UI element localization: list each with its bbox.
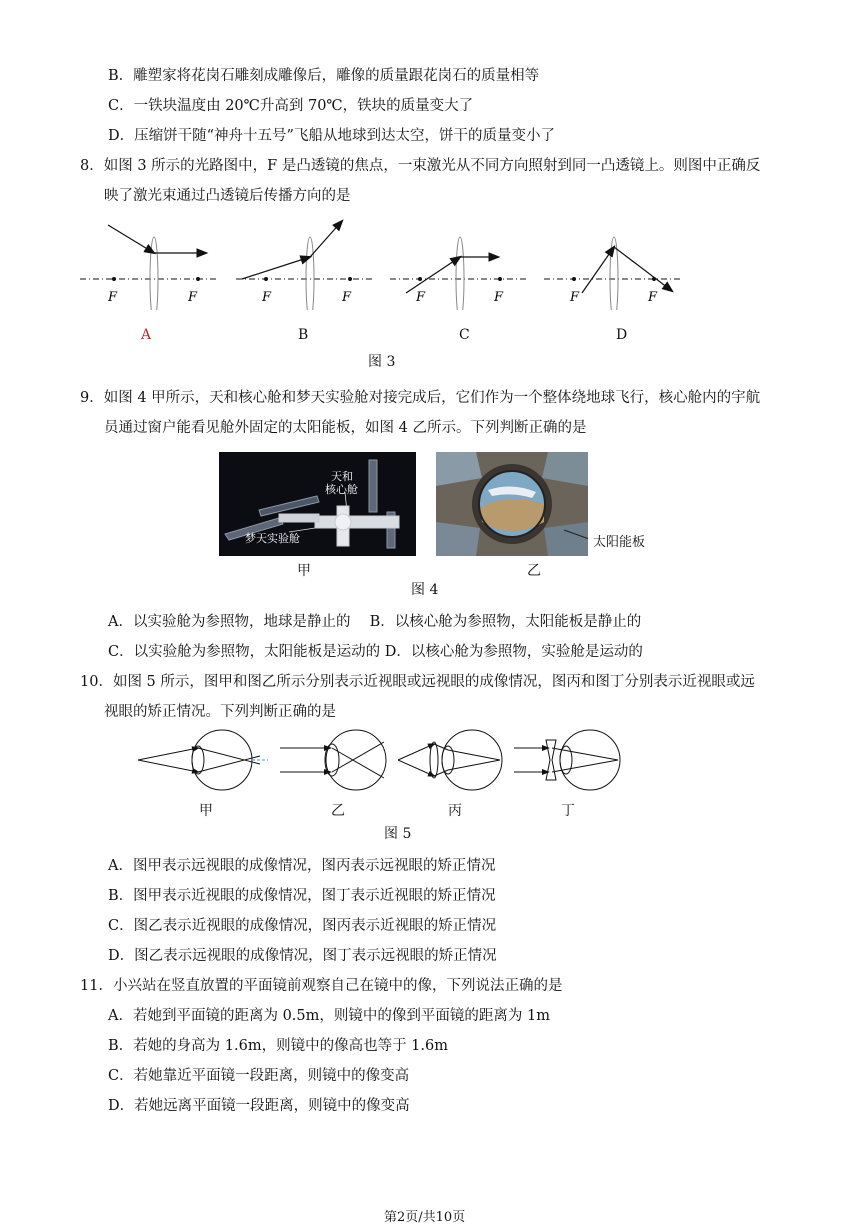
q10-stem-line2: 视眼的矫正情况。下列判断正确的是: [104, 704, 336, 720]
eye-diagram-bing: [398, 730, 502, 790]
lens-diagram-a: [80, 225, 218, 310]
eye-diagram-ding: [514, 730, 620, 790]
eye-diagram-jia: [138, 730, 268, 790]
focal-label: F: [188, 290, 198, 305]
q9-stem-line1: 9．如图 4 甲所示，天和核心舱和梦天实验舱对接完成后，它们作为一个整体绕地球飞行，核心舱内的宇航: [80, 390, 761, 406]
q9-options-line1: A．以实验舱为参照物，地球是静止的 B．以核心舱为参照物，太阳能板是静止的: [108, 614, 642, 630]
option-label-a: A: [141, 327, 152, 343]
focal-label: F: [570, 290, 580, 305]
q11-option-c: C．若她靠近平面镜一段距离，则镜中的像变高: [108, 1068, 410, 1084]
option-label-b: B: [298, 327, 309, 343]
focal-label: F: [648, 290, 658, 305]
eye-caption-jia: 甲: [199, 803, 213, 819]
focal-label: F: [342, 290, 352, 305]
eye-caption-ding: 丁: [561, 803, 575, 819]
lens-diagram-d: [544, 237, 682, 310]
option-label-c: C: [459, 327, 470, 343]
figure-5-caption: 图 5: [384, 826, 412, 842]
focal-label: F: [262, 290, 272, 305]
figure-3-caption: 图 3: [368, 354, 396, 370]
q7-option-b: B．雕塑家将花岗石雕刻成雕像后，雕像的质量跟花岗石的质量相等: [108, 68, 540, 84]
eye-diagram-yi: [280, 730, 386, 790]
figure-4-caption: 图 4: [411, 582, 439, 598]
q9-stem-line2: 员通过窗户能看见舱外固定的太阳能板，如图 4 乙所示。下列判断正确的是: [104, 420, 587, 436]
figure-5-eye-diagrams: [134, 728, 624, 794]
q8-stem-line2: 映了激光束通过凸透镜后传播方向的是: [104, 188, 351, 204]
photo-b-caption: 乙: [527, 563, 541, 579]
photo-a-caption: 甲: [297, 563, 311, 579]
focal-label: F: [494, 290, 504, 305]
q11-option-d: D．若她远离平面镜一段距离，则镜中的像变高: [108, 1098, 410, 1114]
option-label-d: D: [616, 327, 628, 343]
eye-caption-yi: 乙: [331, 803, 345, 819]
cupola-window-photo: [436, 452, 588, 556]
q11-option-b: B．若她的身高为 1.6m，则镜中的像高也等于 1.6m: [108, 1038, 448, 1054]
q11-option-a: A．若她到平面镜的距离为 0.5m，则镜中的像到平面镜的距离为 1m: [108, 1008, 550, 1024]
q10-option-c: C．图乙表示近视眼的成像情况，图丙表示近视眼的矫正情况: [108, 918, 497, 934]
q10-option-d: D．图乙表示远视眼的成像情况，图丁表示远视眼的矫正情况: [108, 948, 497, 964]
eye-caption-bing: 丙: [448, 803, 462, 819]
lens-diagram-b: [236, 221, 374, 310]
page-number: 第2页/共10页: [384, 1210, 466, 1225]
figure-3-lens-diagrams: [78, 215, 698, 310]
solar-panel-label: 太阳能板: [593, 535, 646, 550]
q10-option-a: A．图甲表示远视眼的成像情况，图丙表示远视眼的矫正情况: [108, 858, 496, 874]
space-station-photo: [219, 452, 416, 556]
q7-option-d: D．压缩饼干随“神舟十五号”飞船从地球到达太空，饼干的质量变小了: [108, 128, 555, 144]
core-module-label: 天和 核心舱: [325, 470, 358, 496]
lab-module-label: 梦天实验舱: [245, 532, 300, 545]
q9-options-line2: C．以实验舱为参照物，太阳能板是运动的 D．以核心舱为参照物，实验舱是运动的: [108, 644, 643, 660]
q11-stem: 11．小兴站在竖直放置的平面镜前观察自己在镜中的像，下列说法正确的是: [80, 978, 563, 994]
window-illustration: [436, 452, 588, 556]
q8-stem-line1: 8．如图 3 所示的光路图中，F 是凸透镜的焦点，一束激光从不同方向照射到同一凸透镜上。则图中正确反: [80, 158, 761, 174]
focal-label: F: [416, 290, 426, 305]
q10-stem-line1: 10．如图 5 所示，图甲和图乙所示分别表示近视眼或远视眼的成像情况，图丙和图丁分别表示近视眼或远: [80, 674, 755, 690]
focal-label: F: [108, 290, 118, 305]
lens-diagram-c: [390, 237, 528, 310]
q10-option-b: B．图甲表示近视眼的成像情况，图丁表示近视眼的矫正情况: [108, 888, 496, 904]
q7-option-c: C．一铁块温度由 20℃升高到 70℃，铁块的质量变大了: [108, 98, 474, 114]
